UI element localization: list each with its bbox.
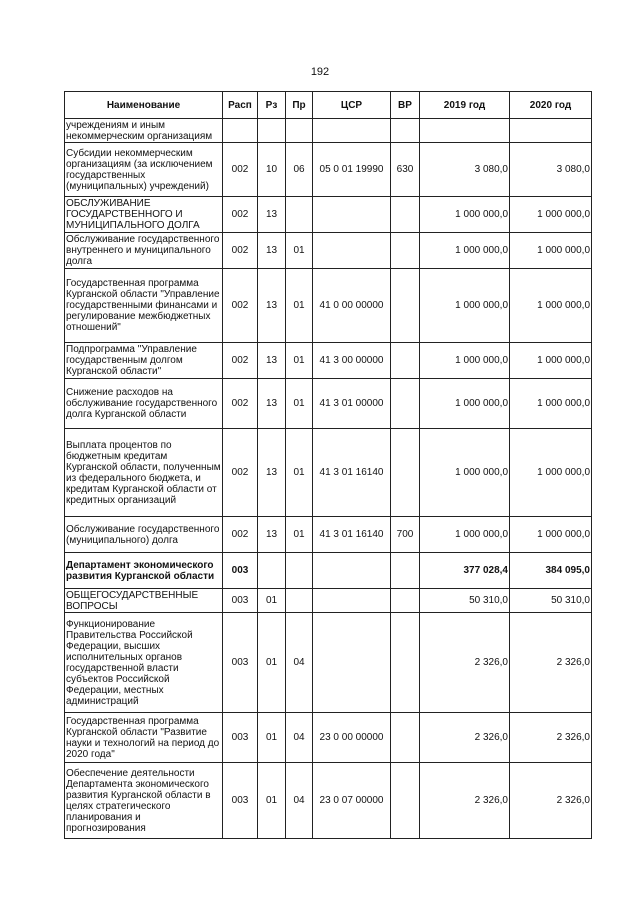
cell-csr	[313, 589, 391, 613]
cell-pr: 04	[286, 613, 313, 713]
cell-vr	[391, 119, 420, 143]
cell-2020: 1 000 000,0	[510, 269, 592, 343]
table-row	[65, 613, 592, 713]
cell-vr	[391, 713, 420, 763]
table-row	[65, 379, 592, 429]
cell-rz: 13	[258, 517, 286, 553]
cell-csr	[313, 119, 391, 143]
cell-csr	[313, 613, 391, 713]
cell-rz: 01	[258, 589, 286, 613]
cell-2019: 2 326,0	[420, 763, 510, 839]
cell-rz	[258, 553, 286, 589]
cell-vr	[391, 429, 420, 517]
cell-vr	[391, 343, 420, 379]
table-row	[65, 517, 592, 553]
cell-vr	[391, 269, 420, 343]
table-row	[65, 119, 592, 143]
header-csr: ЦСР	[313, 92, 391, 119]
cell-pr: 04	[286, 713, 313, 763]
cell-pr: 01	[286, 429, 313, 517]
cell-2019: 1 000 000,0	[420, 343, 510, 379]
cell-vr	[391, 553, 420, 589]
header-rz: Рз	[258, 92, 286, 119]
cell-vr: 700	[391, 517, 420, 553]
cell-2019: 2 326,0	[420, 713, 510, 763]
cell-2019: 2 326,0	[420, 613, 510, 713]
cell-name: ОБЩЕГОСУДАРСТВЕННЫЕ ВОПРОСЫ	[65, 589, 223, 613]
header-2020: 2020 год	[510, 92, 592, 119]
cell-2020	[510, 119, 592, 143]
cell-name: ОБСЛУЖИВАНИЕ ГОСУДАРСТВЕННОГО И МУНИЦИПАЛЬНОГО ДОЛГА	[65, 197, 223, 233]
cell-2020: 3 080,0	[510, 143, 592, 197]
cell-rasp: 002	[223, 517, 258, 553]
cell-2020: 50 310,0	[510, 589, 592, 613]
cell-name: Снижение расходов на обслуживание государственного долга Курганской области	[65, 379, 223, 429]
cell-2019: 1 000 000,0	[420, 197, 510, 233]
cell-csr	[313, 553, 391, 589]
cell-rasp: 003	[223, 763, 258, 839]
cell-csr: 23 0 00 00000	[313, 713, 391, 763]
header-pr: Пр	[286, 92, 313, 119]
cell-rasp: 002	[223, 233, 258, 269]
cell-name: Выплата процентов по бюджетным кредитам Курганской области, полученным из федерального бюджета, и кредитам Курганской области от кредитных организаций	[65, 429, 223, 517]
table-row	[65, 143, 592, 197]
cell-2020: 1 000 000,0	[510, 343, 592, 379]
table-row	[65, 269, 592, 343]
cell-name: Обслуживание государственного (муниципального) долга	[65, 517, 223, 553]
cell-rasp: 003	[223, 589, 258, 613]
cell-2019: 1 000 000,0	[420, 379, 510, 429]
cell-pr	[286, 197, 313, 233]
cell-2019: 1 000 000,0	[420, 429, 510, 517]
cell-rz: 13	[258, 429, 286, 517]
cell-pr: 01	[286, 233, 313, 269]
cell-2020: 1 000 000,0	[510, 517, 592, 553]
cell-vr	[391, 763, 420, 839]
cell-pr: 06	[286, 143, 313, 197]
cell-rasp: 002	[223, 429, 258, 517]
cell-name: Подпрограмма "Управление государственным долгом Курганской области"	[65, 343, 223, 379]
cell-2019: 1 000 000,0	[420, 517, 510, 553]
table-row	[65, 553, 592, 589]
cell-2020: 2 326,0	[510, 713, 592, 763]
cell-rz: 13	[258, 233, 286, 269]
header-name: Наименование	[65, 92, 223, 119]
table-header-row	[65, 92, 592, 119]
cell-rasp: 003	[223, 613, 258, 713]
header-vr: ВР	[391, 92, 420, 119]
cell-name: Обслуживание государственного внутреннего и муниципального долга	[65, 233, 223, 269]
cell-vr	[391, 379, 420, 429]
cell-rasp: 003	[223, 713, 258, 763]
cell-2019: 3 080,0	[420, 143, 510, 197]
cell-csr: 41 0 00 00000	[313, 269, 391, 343]
cell-pr	[286, 119, 313, 143]
cell-rz: 13	[258, 269, 286, 343]
cell-csr: 41 3 00 00000	[313, 343, 391, 379]
cell-2020: 1 000 000,0	[510, 197, 592, 233]
budget-table	[64, 91, 592, 839]
cell-rz: 10	[258, 143, 286, 197]
table-body	[65, 119, 592, 839]
cell-rasp: 002	[223, 269, 258, 343]
cell-rz: 01	[258, 763, 286, 839]
cell-name: учреждениям и иным некоммерческим организациям	[65, 119, 223, 143]
cell-rz: 01	[258, 613, 286, 713]
cell-vr	[391, 233, 420, 269]
table-row	[65, 429, 592, 517]
cell-csr: 23 0 07 00000	[313, 763, 391, 839]
page-number: 192	[310, 66, 330, 78]
header-rasp: Расп	[223, 92, 258, 119]
cell-2019: 50 310,0	[420, 589, 510, 613]
table-row	[65, 233, 592, 269]
cell-2020: 384 095,0	[510, 553, 592, 589]
cell-vr	[391, 613, 420, 713]
cell-vr: 630	[391, 143, 420, 197]
cell-name: Функционирование Правительства Российской Федерации, высших исполнительных органов государственной власти субъектов Российской Федерации, местных администраций	[65, 613, 223, 713]
cell-rz: 01	[258, 713, 286, 763]
cell-name: Департамент экономического развития Курганской области	[65, 553, 223, 589]
cell-pr	[286, 589, 313, 613]
cell-2019: 377 028,4	[420, 553, 510, 589]
cell-2019: 1 000 000,0	[420, 233, 510, 269]
cell-vr	[391, 589, 420, 613]
cell-rz: 13	[258, 197, 286, 233]
table-row	[65, 343, 592, 379]
cell-2020: 1 000 000,0	[510, 233, 592, 269]
header-2019: 2019 год	[420, 92, 510, 119]
cell-csr: 41 3 01 00000	[313, 379, 391, 429]
cell-name: Государственная программа Курганской области "Развитие науки и технологий на период до 2020 года"	[65, 713, 223, 763]
cell-2019	[420, 119, 510, 143]
cell-pr: 01	[286, 517, 313, 553]
cell-rz	[258, 119, 286, 143]
cell-rasp: 003	[223, 553, 258, 589]
cell-csr: 41 3 01 16140	[313, 429, 391, 517]
cell-rasp: 002	[223, 379, 258, 429]
cell-2020: 1 000 000,0	[510, 379, 592, 429]
cell-csr: 05 0 01 19990	[313, 143, 391, 197]
cell-2020: 2 326,0	[510, 613, 592, 713]
cell-rasp: 002	[223, 197, 258, 233]
cell-2019: 1 000 000,0	[420, 269, 510, 343]
cell-rasp: 002	[223, 343, 258, 379]
table-row	[65, 589, 592, 613]
cell-csr: 41 3 01 16140	[313, 517, 391, 553]
cell-csr	[313, 233, 391, 269]
table-row	[65, 713, 592, 763]
cell-rz: 13	[258, 343, 286, 379]
cell-pr	[286, 553, 313, 589]
cell-pr: 01	[286, 343, 313, 379]
cell-2020: 2 326,0	[510, 763, 592, 839]
cell-csr	[313, 197, 391, 233]
table-row	[65, 197, 592, 233]
cell-pr: 01	[286, 379, 313, 429]
cell-vr	[391, 197, 420, 233]
cell-name: Субсидии некоммерческим организациям (за исключением государственных (муниципальных) учреждений)	[65, 143, 223, 197]
cell-rasp: 002	[223, 143, 258, 197]
cell-name: Государственная программа Курганской области "Управление государственными финансами и регулирование межбюджетных отношений"	[65, 269, 223, 343]
cell-rz: 13	[258, 379, 286, 429]
cell-pr: 04	[286, 763, 313, 839]
cell-pr: 01	[286, 269, 313, 343]
cell-rasp	[223, 119, 258, 143]
table-row	[65, 763, 592, 839]
cell-2020: 1 000 000,0	[510, 429, 592, 517]
cell-name: Обеспечение деятельности Департамента экономического развития Курганской области в целях стратегического планирования и прогнозирования	[65, 763, 223, 839]
